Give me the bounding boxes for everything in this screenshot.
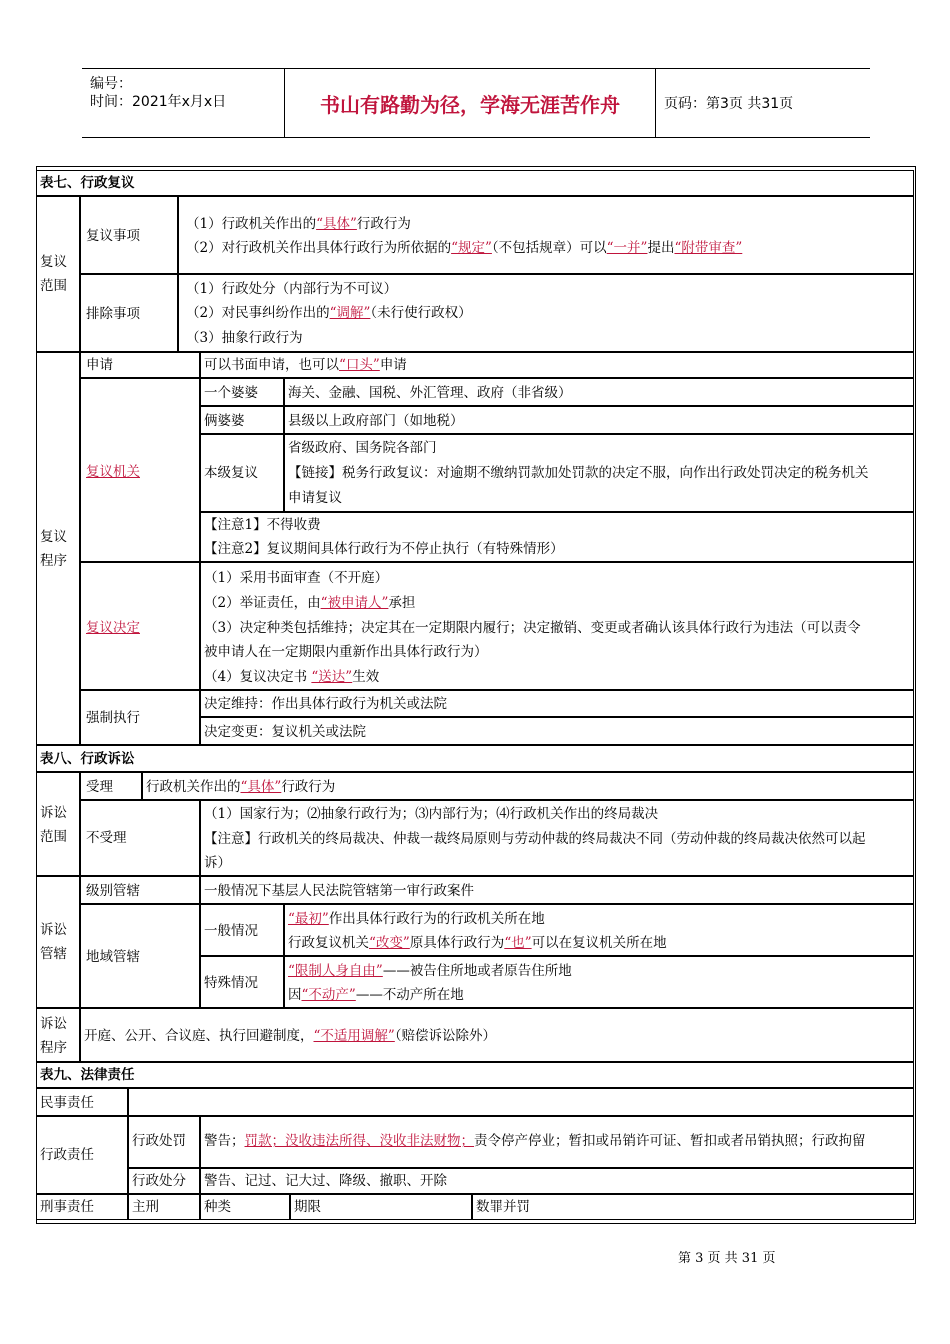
cx-line: 开庭、公开、合议庭、执行回避制度，“不适用调解”（赔偿诉讼除外）	[84, 1028, 497, 1044]
qx-label: 期限	[294, 1199, 321, 1215]
page-header	[82, 68, 870, 138]
zy-line2: 【注意2】复议期间具体行政行为不停止执行（有特殊情形）	[204, 541, 564, 557]
table8-title: 表八、行政诉讼	[40, 751, 135, 767]
pc-line1: （1）行政处分（内部行为不可议）	[186, 281, 398, 297]
sq-label: 申请	[86, 357, 113, 373]
pp1-label: 一个婆婆	[204, 385, 258, 401]
yb-label: 一般情况	[204, 923, 258, 939]
table7-title-row	[36, 170, 914, 196]
header-left	[82, 69, 285, 137]
ts-label: 特殊情况	[204, 975, 258, 991]
xzcf-line: 警告；罚款；没收违法所得、没收非法财物；责令停产停业；暂扣或吊销许可证、暂扣或者吊销执照；行政拘留	[204, 1133, 866, 1149]
bsl-line2: 【注意】行政机关的终局裁决、仲裁一裁终局原则与劳动仲裁的终局裁决不同（劳动仲裁的终局裁决依然可以起	[204, 831, 866, 847]
pc-line3: （3）抽象行政行为	[186, 330, 303, 346]
xz-label: 行政责任	[40, 1147, 94, 1163]
zl-label: 种类	[204, 1199, 231, 1215]
sz-label: 数罪并罚	[476, 1199, 530, 1215]
jd-line3b: 被申请人在一定期限内重新作出具体行政行为）	[204, 644, 488, 660]
bsl-line3: 诉）	[204, 855, 231, 871]
sx-line2: （2）对行政机关作出具体行政行为所依据的“规定”（不包括规章）可以“一并”提出“附带审查”	[186, 240, 743, 256]
bj-line2: 【链接】税务行政复议：对逾期不缴纳罚款加处罚款的决定不服，向作出行政处罚决定的税务机关	[288, 465, 869, 481]
yb-line1: “最初”作出具体行政行为的行政机关所在地	[288, 911, 545, 927]
bsl-label: 不受理	[86, 830, 127, 846]
sx-label: 复议事项	[86, 228, 140, 244]
xzcf-label: 行政处罚	[132, 1133, 186, 1149]
sl-label: 受理	[86, 779, 113, 795]
page-number-label: 页码：第3页 共31页	[664, 96, 794, 112]
header-page	[664, 69, 864, 137]
ss-scope-label: 诉讼范围	[40, 805, 67, 845]
jd-label[interactable]: 复议决定	[86, 620, 140, 636]
cell-sz	[472, 1194, 914, 1220]
xzcfen-label: 行政处分	[132, 1173, 186, 1189]
pp1-value: 海关、金融、国税、外汇管理、政府（非省级）	[288, 385, 572, 401]
ms-label: 民事责任	[40, 1095, 94, 1111]
header-motto: 书山有路勤为径，学海无涯苦作舟	[285, 69, 656, 137]
page-footer: 第 3 页 共 31 页	[678, 1251, 776, 1266]
serial-label: 编号：	[90, 76, 132, 92]
sq-line: 可以书面申请，也可以“口头”申请	[204, 357, 407, 373]
pc-line2: （2）对民事纠纷作出的“调解”（未行使行政权）	[186, 305, 472, 321]
table9-title-row	[36, 1062, 914, 1088]
bsl-line1: （1）国家行为；⑵抽象行政行为；⑶内部行为；⑷行政机关作出的终局裁决	[204, 806, 659, 822]
pp2-value: 县级以上政府部门（如地税）	[288, 413, 464, 429]
gx-label: 诉讼管辖	[40, 922, 67, 962]
jd-line2: （2）举证责任，由“被申请人”承担	[204, 595, 416, 611]
jd-line4: （4）复议决定书 “送达”生效	[204, 669, 380, 685]
pp2-label: 俩婆婆	[204, 413, 245, 429]
cell-ms-content	[128, 1088, 914, 1116]
date-label: 时间：2021年x月x日	[90, 94, 227, 110]
bj-line1: 省级政府、国务院各部门	[288, 440, 437, 456]
dy-label: 地域管辖	[86, 949, 140, 965]
scope-label: 复议范围	[40, 254, 67, 294]
ts-line1: “限制人身自由”——被告住所地或者原告住所地	[288, 963, 572, 979]
zy-line1: 【注意1】不得收费	[204, 517, 321, 533]
qz-line2: 决定变更：复议机关或法院	[204, 724, 366, 740]
jg-label[interactable]: 复议机关	[86, 464, 140, 480]
jb-line: 一般情况下基层人民法院管辖第一审行政案件	[204, 883, 474, 899]
xs-label: 刑事责任	[40, 1199, 94, 1215]
jd-line3: （3）决定种类包括维持；决定其在一定期限内履行；决定撤销、变更或者确认该具体行政行为违法（可以责令	[204, 620, 861, 636]
ts-line2: 因“不动产”——不动产所在地	[288, 987, 464, 1003]
qz-label: 强制执行	[86, 710, 140, 726]
proc-label: 复议程序	[40, 529, 67, 569]
qz-line1: 决定维持：作出具体行政行为机关或法院	[204, 696, 447, 712]
cx-label: 诉讼程序	[40, 1016, 67, 1056]
sx-line1: （1）行政机关作出的“具体”行政行为	[186, 216, 411, 232]
xzcfen-line: 警告、记过、记大过、降级、撤职、开除	[204, 1173, 447, 1189]
table7-title: 表七、行政复议	[40, 175, 135, 191]
bj-line3: 申请复议	[288, 490, 342, 506]
zx-label: 主刑	[132, 1199, 159, 1215]
table8-title-row	[36, 745, 914, 772]
yb-line2: 行政复议机关“改变”原具体行政行为“也”可以在复议机关所在地	[288, 935, 667, 951]
jb-label: 级别管辖	[86, 883, 140, 899]
table9-title: 表九、法律责任	[40, 1067, 135, 1083]
bj-label: 本级复议	[204, 465, 258, 481]
sl-line: 行政机关作出的“具体”行政行为	[146, 779, 336, 795]
jd-line1: （1）采用书面审查（不开庭）	[204, 570, 389, 586]
pc-label: 排除事项	[86, 306, 140, 322]
